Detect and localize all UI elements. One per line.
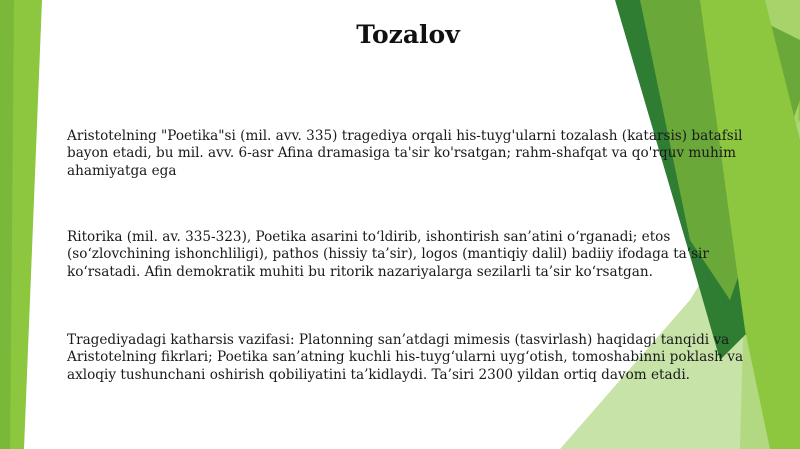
paragraph-tragediya-katharsis: Tragediyadagi katharsis vazifasi: Platonning san’atdagi mimesis (tasvirlash) haqidagi tanqidi va Aristotelning fikrlari; Poetika san’atning kuchli his-tuyg‘ularni uyg‘otish, tomoshabinni poklash va axloqiy tushunchani oshirish qobiliyatini ta’kidlaydi. Ta’siri 2300 yildan ortiq davom etadi. xyxy=(67,332,744,383)
paragraph-ritorika: Ritorika (mil. av. 335-323), Poetika asarini to‘ldirib, ishontirish san’atini o‘rganadi; etos (so‘zlovchining ishonchliligi), pathos (hissiy ta’sir), logos (mantiqiy dalil) badiiy ifodaga ta’sir ko‘rsatadi. Afin demokratik muhiti bu ritorik nazariyalarga sezilarli ta’sir ko‘rsatgan. xyxy=(67,229,709,280)
slide-title: Tozalov xyxy=(356,20,460,49)
paragraph-katharsis-poetika: Aristotelning "Poetika"si (mil. avv. 335) tragediya orqali his-tuyg'ularni tozalash (katarsis) batafsil bayon etadi, bu mil. avv. 6-asr Afina dramasiga ta'sir ko'rsatgan; rahm-shafqat va qo'rquv muhim ahamiyatga ega xyxy=(67,128,743,179)
